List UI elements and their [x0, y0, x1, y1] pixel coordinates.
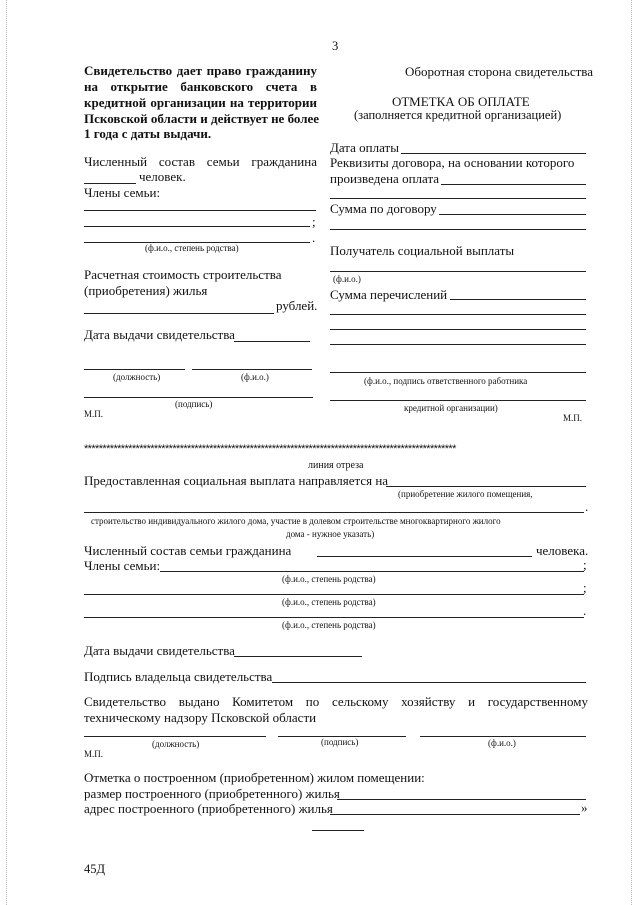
transfer-field-extra[interactable]	[330, 344, 586, 345]
closing-quote: »	[581, 800, 588, 815]
housing-size-label: размер построенного (приобретенного) жилья	[84, 786, 340, 801]
family-members-label: Члены семьи:	[84, 185, 161, 200]
stamp-label: М.П.	[84, 409, 104, 419]
recipient-fio-caption: (ф.и.о.)	[333, 274, 361, 284]
issue-date-label: Дата выдачи свидетельства	[84, 643, 235, 658]
owner-signature-field[interactable]	[272, 682, 586, 683]
issued-by-word: государственному	[487, 694, 588, 709]
family-members-label: Члены семьи:	[84, 558, 161, 573]
payout-field[interactable]	[386, 486, 586, 487]
issue-date-field[interactable]	[234, 341, 310, 342]
cost-label: Расчетная стоимость строительства	[84, 267, 282, 282]
rights-line: 1 года с даты выдачи.	[84, 126, 212, 141]
recipient-field[interactable]	[330, 271, 586, 272]
officer-caption: (ф.и.о., подпись ответственного работника	[364, 376, 528, 386]
family-member-field[interactable]	[84, 594, 584, 595]
position-caption: (должность)	[152, 739, 200, 749]
transfer-field-extra[interactable]	[330, 314, 586, 315]
payment-mark-title: ОТМЕТКА ОБ ОПЛАТЕ	[392, 94, 530, 109]
position-field[interactable]	[84, 736, 266, 737]
issued-by-word: и	[468, 694, 476, 709]
period: .	[585, 499, 589, 514]
family-count-field[interactable]	[84, 183, 136, 184]
rights-line: на открытие банковского счета в	[84, 79, 317, 94]
page-edge-right	[631, 0, 632, 905]
rights-line: Псковской области и действует не более	[84, 111, 320, 126]
fio-relation-caption: (ф.и.о., степень родства)	[145, 243, 239, 253]
issued-by-line	[84, 694, 588, 710]
family-count-unit: человек.	[139, 169, 186, 184]
transfer-sum-field[interactable]	[450, 299, 586, 300]
fio-caption: (ф.и.о.)	[488, 738, 516, 748]
payment-date-label: Дата оплаты	[330, 140, 399, 155]
family-count-field[interactable]	[317, 556, 532, 557]
payout-label: Предоставленная социальная выплата направляется на	[84, 473, 389, 488]
family-member-field[interactable]	[84, 210, 316, 211]
issued-by-line: техническому надзору Псковской области	[84, 710, 317, 725]
fio-field[interactable]	[192, 369, 312, 370]
period: .	[583, 603, 587, 618]
issue-date-field[interactable]	[234, 656, 362, 657]
issued-by-word: сельскому	[331, 694, 389, 709]
signature-caption: (подпись)	[175, 399, 213, 409]
period: .	[312, 230, 316, 245]
payment-mark-subtitle: (заполняется кредитной организацией)	[354, 108, 562, 122]
semicolon: ;	[583, 580, 587, 595]
fio-field[interactable]	[420, 736, 586, 737]
officer-signature-field[interactable]	[330, 372, 586, 373]
housing-address-field[interactable]	[330, 814, 580, 815]
officer-org-field[interactable]	[330, 400, 586, 401]
cost-unit: рублей.	[276, 298, 318, 313]
family-member-field[interactable]	[84, 226, 310, 227]
issued-by-word: Комитетом	[232, 694, 294, 709]
payout-caption: дома - нужное указать)	[286, 529, 375, 539]
fio-relation-caption: (ф.и.о., степень родства)	[282, 574, 376, 584]
fio-relation-caption: (ф.и.о., степень родства)	[282, 597, 376, 607]
family-count-label: Численный состав семьи гражданина	[84, 543, 292, 558]
housing-address-label: адрес построенного (приобретенного) жилья	[84, 801, 333, 816]
cost-field[interactable]	[84, 313, 274, 314]
cut-line-label: линия отреза	[308, 460, 364, 471]
page-edge-left	[6, 0, 7, 905]
contract-label: произведена оплата	[330, 171, 440, 186]
stamp-label: М.П.	[84, 749, 104, 759]
semicolon: ;	[312, 214, 316, 229]
payout-field-extra[interactable]	[84, 512, 584, 513]
family-count-label: Численный состав семьи гражданина	[84, 154, 317, 169]
payout-caption: строительство индивидуального жилого дома, участие в долевом строительстве многоквартирного жилого	[91, 516, 501, 526]
contract-field[interactable]	[441, 184, 586, 185]
footer-code: 45Д	[84, 862, 106, 876]
rights-line: Свидетельство дает право гражданину	[84, 63, 317, 78]
stamp-label: М.П.	[563, 413, 583, 423]
owner-signature-label: Подпись владельца свидетельства	[84, 669, 273, 684]
cost-label: (приобретения) жилья	[84, 283, 208, 298]
family-count-unit: человека.	[536, 543, 589, 558]
cut-separator: *****************************************************************************************************	[84, 443, 456, 455]
payout-caption: (приобретение жилого помещения,	[398, 489, 533, 499]
signature-field[interactable]	[84, 397, 313, 398]
housing-size-field[interactable]	[337, 799, 586, 800]
housing-mark-label: Отметка о построенном (приобретенном) жилом помещении:	[84, 770, 425, 785]
contract-sum-field[interactable]	[439, 214, 586, 215]
signature-caption: (подпись)	[321, 737, 359, 747]
position-field[interactable]	[84, 369, 185, 370]
issue-date-label: Дата выдачи свидетельства	[84, 327, 235, 342]
issued-by-word: Свидетельство	[84, 694, 167, 709]
fio-caption: (ф.и.о.)	[241, 372, 269, 382]
contract-field-extra[interactable]	[330, 198, 586, 199]
housing-address-field-extra[interactable]	[312, 830, 364, 831]
semicolon: ;	[583, 557, 587, 572]
reverse-side-label: Оборотная сторона свидетельства	[405, 64, 594, 79]
officer-org-caption: кредитной организации)	[404, 403, 498, 413]
transfer-field-extra[interactable]	[330, 329, 586, 330]
recipient-label: Получатель социальной выплаты	[330, 243, 515, 258]
contract-label: Реквизиты договора, на основании которого	[330, 155, 575, 170]
transfer-sum-label: Сумма перечислений	[330, 287, 448, 302]
page-number: 3	[332, 39, 339, 53]
issued-by-word: хозяйству	[401, 694, 456, 709]
fio-relation-caption: (ф.и.о., степень родства)	[282, 620, 376, 630]
contract-sum-field-extra[interactable]	[330, 229, 586, 230]
issued-by-word: по	[305, 694, 320, 709]
issued-by-word: выдано	[178, 694, 220, 709]
position-caption: (должность)	[113, 372, 161, 382]
contract-sum-label: Сумма по договору	[330, 201, 437, 216]
family-member-field[interactable]	[160, 571, 584, 572]
family-member-field[interactable]	[84, 617, 584, 618]
payment-date-field[interactable]	[401, 153, 586, 154]
rights-line: кредитной организации на территории	[84, 95, 317, 110]
